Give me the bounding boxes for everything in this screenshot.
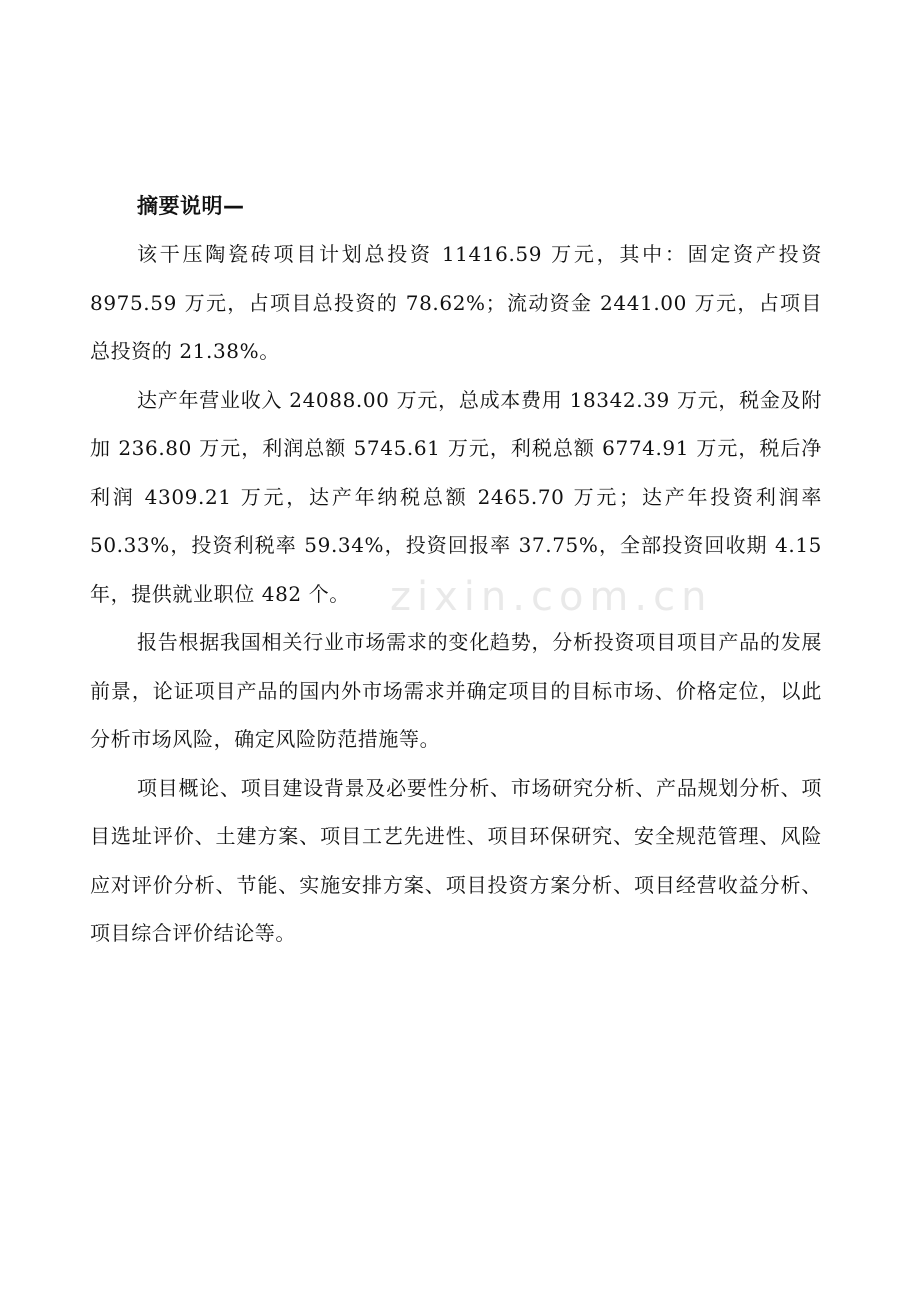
paragraph-investment: 该干压陶瓷砖项目计划总投资 11416.59 万元，其中：固定资产投资 8975.59 万元，占项目总投资的 78.62%；流动资金 2441.00 万元，占项目总投资的 21.38%。 (90, 242, 822, 363)
document-body (90, 186, 822, 958)
paragraph-contents: 项目概论、项目建设背景及必要性分析、市场研究分析、产品规划分析、项目选址评价、土建方案、项目工艺先进性、项目环保研究、安全规范管理、风险应对评价分析、节能、实施安排方案、项目投资方案分析、项目经营收益分析、项目综合评价结论等。 (90, 775, 822, 945)
section-heading: 摘要说明— (137, 194, 245, 218)
watermark: zixin.com.cn (390, 574, 713, 620)
paragraph-financials: 达产年营业收入 24088.00 万元，总成本费用 18342.39 万元，税金及附加 236.80 万元，利润总额 5745.61 万元，利税总额 6774.91 万元，税后净利润 4309.21 万元，达产年纳税总额 2465.70 万元；达产年投资利润率 50.33%，投资利税率 59.34%，投资回报率 37.75%，全部投资回收期 4.15 年，提供就业职位 482 个。 (90, 387, 822, 606)
paragraph-market-analysis: 报告根据我国相关行业市场需求的变化趋势，分析投资项目项目产品的发展前景，论证项目产品的国内外市场需求并确定项目的目标市场、价格定位，以此分析市场风险，确定风险防范措施等。 (90, 630, 822, 751)
